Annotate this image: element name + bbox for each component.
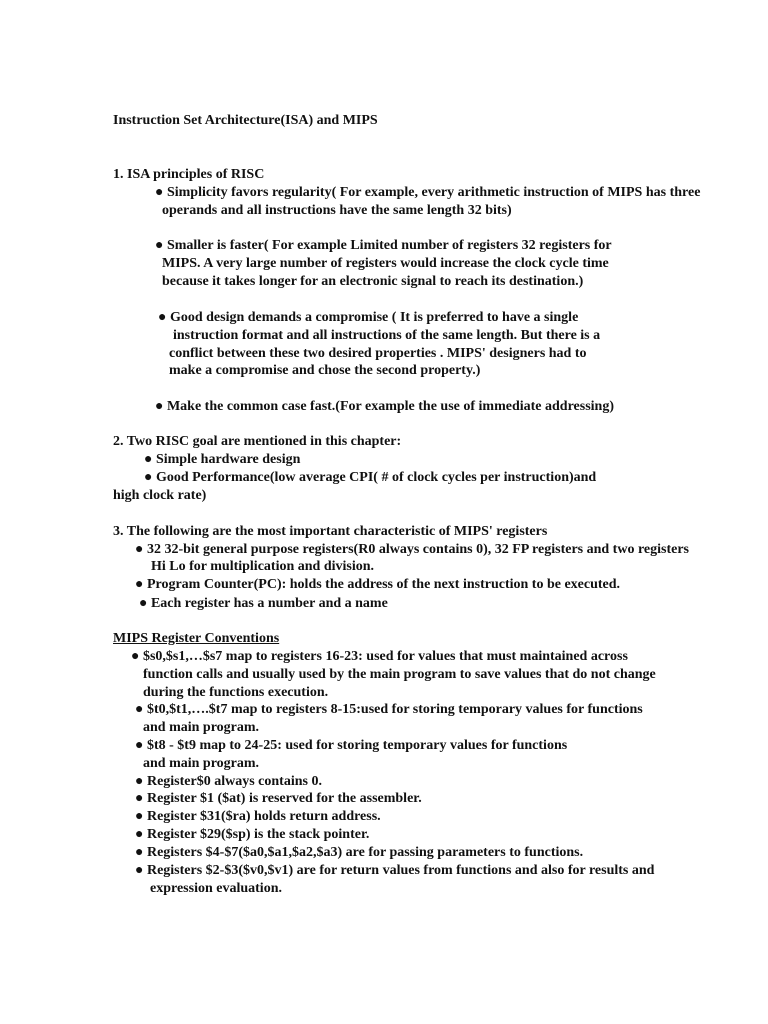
- section-2-heading: 2. Two RISC goal are mentioned in this chapter:: [113, 434, 402, 449]
- section-2-bullet-2-line-1: ● Good Performance(low average CPI( # of clock cycles per instruction)and: [144, 470, 597, 485]
- section-2-bullet-2-line-2: high clock rate): [113, 488, 207, 503]
- document-title: Instruction Set Architecture(ISA) and MIPS: [113, 113, 378, 128]
- section-1-bullet-4: ● Make the common case fast.(For example the use of immediate addressing): [155, 399, 614, 414]
- section-1-bullet-3-line-4: make a compromise and chose the second property.): [169, 363, 481, 378]
- section-1-bullet-3-line-1: ● Good design demands a compromise ( It is preferred to have a single: [158, 310, 579, 325]
- conventions-bullet-9-line-2: expression evaluation.: [150, 881, 282, 896]
- section-3-bullet-2: ● Program Counter(PC): holds the address of the next instruction to be executed.: [135, 577, 621, 592]
- section-1-heading: 1. ISA principles of RISC: [113, 167, 265, 182]
- conventions-heading: MIPS Register Conventions: [113, 631, 280, 646]
- section-1-bullet-3-line-2: instruction format and all instructions of the same length. But there is a: [173, 328, 601, 343]
- conventions-bullet-6: ● Register $31($ra) holds return address.: [135, 809, 381, 824]
- conventions-bullet-9-line-1: ● Registers $2-$3($v0,$v1) are for return values from functions and also for results and: [135, 863, 655, 878]
- conventions-bullet-1-line-3: during the functions execution.: [143, 685, 329, 700]
- section-3-bullet-1-line-1: ● 32 32-bit general purpose registers(R0 always contains 0), 32 FP registers and two registers: [135, 542, 690, 557]
- section-3-bullet-1-line-2: Hi Lo for multiplication and division.: [151, 559, 375, 574]
- section-3-heading: 3. The following are the most important characteristic of MIPS' registers: [113, 524, 548, 539]
- conventions-bullet-4: ● Register$0 always contains 0.: [135, 774, 322, 789]
- conventions-bullet-7: ● Register $29($sp) is the stack pointer.: [135, 827, 370, 842]
- section-1-bullet-2-line-1: ● Smaller is faster( For example Limited number of registers 32 registers for: [155, 238, 612, 253]
- conventions-bullet-1-line-1: ● $s0,$s1,…$s7 map to registers 16-23: used for values that must maintained across: [131, 649, 628, 664]
- conventions-bullet-2-line-2: and main program.: [143, 720, 260, 735]
- section-1-bullet-2-line-2: MIPS. A very large number of registers would increase the clock cycle time: [162, 256, 609, 271]
- section-1-bullet-2-line-3: because it takes longer for an electronic signal to reach its destination.): [162, 274, 584, 289]
- conventions-bullet-1-line-2: function calls and usually used by the main program to save values that do not change: [143, 667, 656, 682]
- section-1-bullet-1-line-1: ● Simplicity favors regularity( For example, every arithmetic instruction of MIPS has three: [155, 185, 701, 200]
- section-1-bullet-3-line-3: conflict between these two desired properties . MIPS' designers had to: [169, 346, 587, 361]
- conventions-bullet-3-line-1: ● $t8 - $t9 map to 24-25: used for storing temporary values for functions: [135, 738, 568, 753]
- conventions-bullet-5: ● Register $1 ($at) is reserved for the assembler.: [135, 791, 422, 806]
- section-2-bullet-1: ● Simple hardware design: [144, 452, 301, 467]
- conventions-bullet-2-line-1: ● $t0,$t1,….$t7 map to registers 8-15:used for storing temporary values for functions: [135, 702, 643, 717]
- conventions-bullet-8: ● Registers $4-$7($a0,$a1,$a2,$a3) are for passing parameters to functions.: [135, 845, 584, 860]
- conventions-bullet-3-line-2: and main program.: [143, 756, 260, 771]
- section-1-bullet-1-line-2: operands and all instructions have the same length 32 bits): [162, 203, 512, 218]
- section-3-bullet-3: ● Each register has a number and a name: [139, 596, 388, 611]
